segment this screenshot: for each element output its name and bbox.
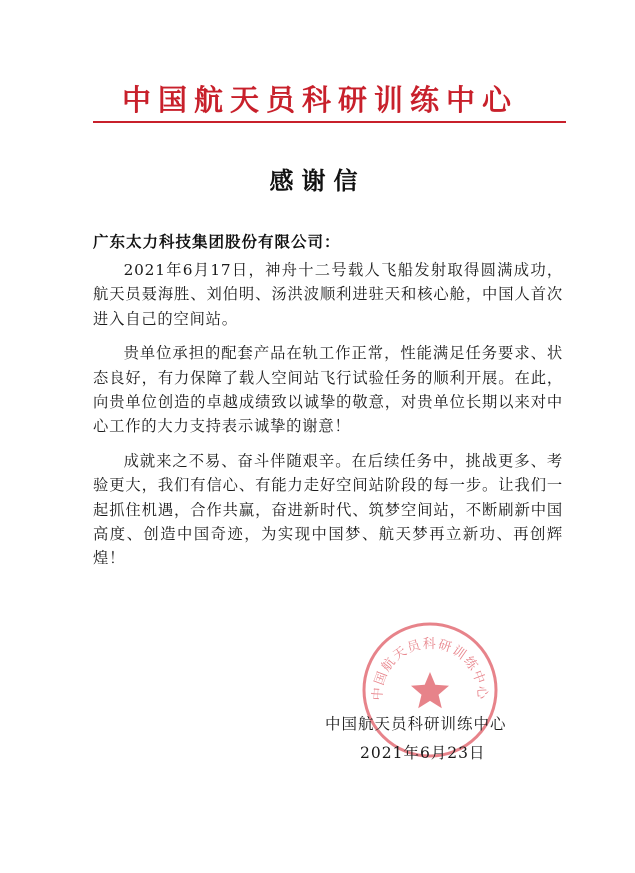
paragraph-2: 贵单位承担的配套产品在轨工作正常，性能满足任务要求、状态良好，有力保障了载人空间站飞行试验任务的顺利开展。在此，向贵单位创造的卓越成绩致以诚挚的敬意，对贵单位长期以来对中心工作的大力支持表示诚挚的谢意！ [93,344,563,436]
letter-body [93,258,563,581]
letterhead-divider [93,121,566,123]
official-seal [360,620,500,760]
signature-date: 2021年6月23日 [360,744,486,762]
paragraph-3: 成就来之不易、奋斗伴随艰辛。在后续任务中，挑战更多、考验更大，我们有信心、有能力走好空间站阶段的每一步。让我们一起抓住机遇，合作共赢，奋进新时代、筑梦空间站，不断刷新中国高度、创造中国奇迹，为实现中国梦、航天梦再立新功、再创辉煌！ [93,451,563,568]
signature-organization: 中国航天员科研训练中心 [325,715,507,733]
letterhead-organization: 中国航天员科研训练中心 [121,83,518,117]
salutation: 广东太力科技集团股份有限公司： [93,233,341,251]
document-title: 感谢信 [269,167,366,195]
seal-text: 中国航天员科研训练中心 [370,637,490,701]
red-star-icon [411,672,449,708]
paragraph-1: 2021年6月17日，神舟十二号载人飞船发射取得圆满成功，航天员聂海胜、刘伯明、汤洪波顺利进驻天和核心舱，中国人首次进入自己的空间站。 [93,261,563,328]
